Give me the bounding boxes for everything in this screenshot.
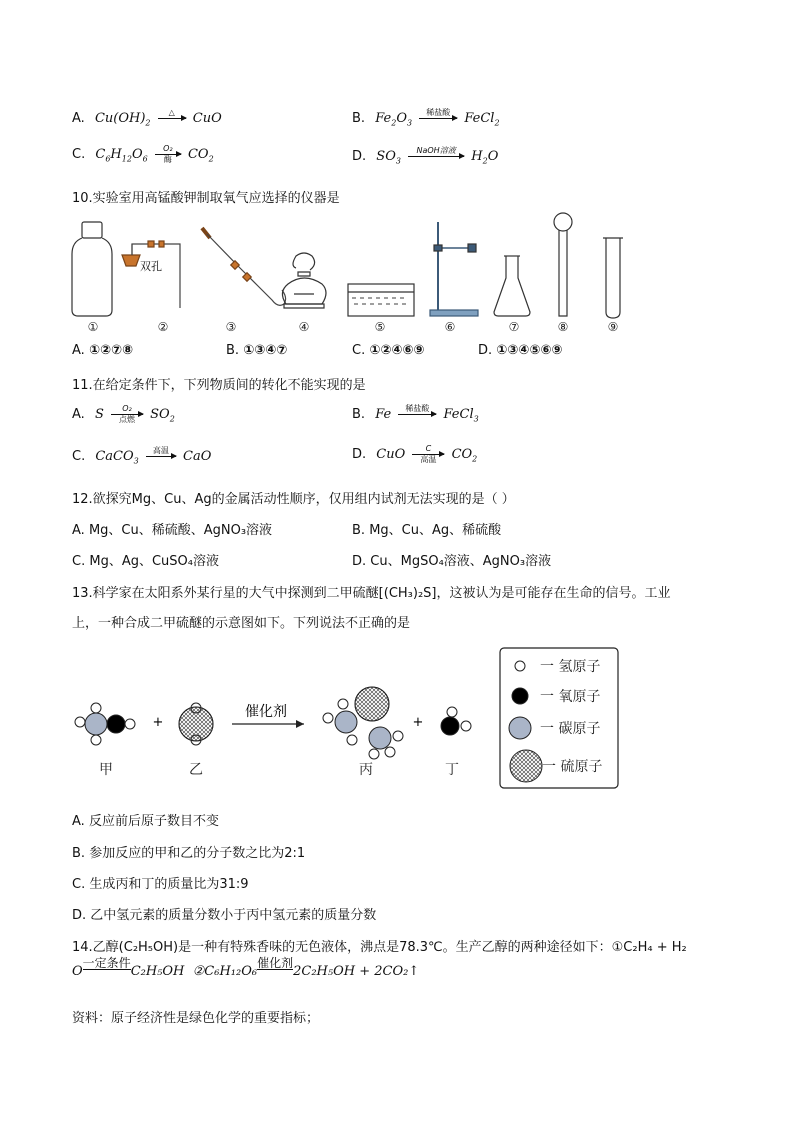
molecule-jia-icon: [75, 703, 135, 745]
q11-stem: 11.在给定条件下，下列物质间的转化不能实现的是: [72, 378, 366, 393]
q13-reaction-diagram: [60, 640, 630, 800]
molecule-label: 丙: [359, 762, 373, 778]
q9-option-a: A. $Cu(OH)_2$ △ CuO: [72, 108, 222, 128]
molecule-label: 乙: [189, 762, 203, 778]
stopper-label: 双孔: [140, 260, 162, 273]
plus-sign: +: [412, 715, 424, 730]
conical-flask-icon: [494, 256, 530, 316]
apparatus-number: ⑤: [374, 320, 386, 334]
q10-option-b: B. ①③④⑦: [226, 343, 288, 358]
q12-option-d: D. Cu、MgSO₄溶液、AgNO₃溶液: [352, 554, 552, 569]
legend-oxygen: 一 氧原子: [540, 689, 601, 705]
q11-option-a: A. S O₂ 点燃 $SO_2$: [72, 404, 175, 424]
apparatus-number: ⑧: [557, 320, 569, 334]
iron-stand-icon: [430, 222, 478, 316]
q13-option-d: D. 乙中氢元素的质量分数小于丙中氢元素的质量分数: [72, 908, 377, 923]
q11-option-d: D. CuO C 高温 $CO_2$: [352, 444, 478, 464]
q10-option-a: A. ①②⑦⑧: [72, 343, 133, 358]
water-trough-icon: [348, 284, 414, 316]
apparatus-number: ④: [298, 320, 310, 334]
q9-option-c: C. $C_6H_{12}O_6$ O₂ 酶 $CO_2$: [72, 144, 214, 164]
q12-option-a: A. Mg、Cu、稀硫酸、AgNO₃溶液: [72, 523, 273, 538]
molecule-label: 丁: [445, 762, 459, 778]
q13-stem-line1: 13.科学家在太阳系外某行星的大气中探测到二甲硫醚[(CH₃)₂S]，这被认为是可能存在生命的信号。工业: [72, 586, 671, 601]
apparatus-number: ⑦: [508, 320, 520, 334]
q13-stem-line2: 上，一种合成二甲硫醚的示意图如下。下列说法不正确的是: [72, 616, 411, 631]
legend-hydrogen: 一 氢原子: [540, 659, 601, 675]
two-hole-stopper-icon: [122, 241, 180, 308]
molecule-yi-icon: [179, 703, 213, 745]
apparatus-number: ②: [157, 320, 169, 334]
molecule-ding-icon: [441, 707, 471, 735]
q10-option-c: C. ①②④⑥⑨: [352, 343, 425, 358]
apparatus-number: ⑨: [607, 320, 619, 334]
delivery-tube-icon: [202, 228, 286, 305]
alcohol-lamp-icon: [282, 253, 326, 308]
molecule-label: 甲: [99, 762, 113, 778]
catalyst-label: 催化剂: [245, 704, 287, 720]
legend-box: [500, 648, 618, 788]
q12-option-b: B. Mg、Cu、Ag、稀硫酸: [352, 523, 502, 538]
q10-stem: 10.实验室用高锰酸钾制取氧气应选择的仪器是: [72, 191, 340, 206]
q9-option-d: D. $SO_3$ NaOH溶液 $H_2O$: [352, 146, 499, 166]
apparatus-number: ③: [225, 320, 237, 334]
legend-carbon: 一 碳原子: [540, 721, 601, 737]
q13-option-c: C. 生成丙和丁的质量比为31:9: [72, 877, 249, 892]
q12-stem: 12.欲探究Mg、Cu、Ag的金属活动性顺序，仅用组内试剂无法实现的是（ ）: [72, 492, 515, 507]
plus-sign: +: [152, 715, 164, 730]
apparatus-number: ①: [87, 320, 99, 334]
molecule-bing-icon: [323, 687, 403, 759]
q12-option-c: C. Mg、Ag、CuSO₄溶液: [72, 554, 219, 569]
q13-option-b: B. 参加反应的甲和乙的分子数之比为2:1: [72, 846, 306, 861]
q9-option-b: B. $Fe_2O_3$ 稀盐酸 FeCl$_2$: [352, 108, 500, 128]
apparatus-number: ⑥: [444, 320, 456, 334]
q14-line3: 资料：原子经济性是绿色化学的重要指标；: [72, 1011, 320, 1026]
q10-option-d: D. ①③④⑤⑥⑨: [478, 343, 563, 358]
thistle-funnel-icon: [554, 213, 572, 316]
q14-line2: O 一定条件 C₂H₅OH ②C₆H₁₂O₆ 催化剂 2C₂H₅OH + 2CO₂↑: [72, 956, 420, 979]
q11-option-c: C. CaCO$_3$ 高温 CaO: [72, 446, 212, 466]
gas-collecting-bottle-icon: [72, 222, 112, 316]
q11-option-b: B. Fe 稀盐酸 FeCl$_3$: [352, 404, 479, 424]
legend-sulfur: 一 硫原子: [542, 759, 603, 775]
q13-option-a: A. 反应前后原子数目不变: [72, 814, 219, 829]
q14-line1: 14.乙醇(C₂H₅OH)是一种有特殊香味的无色液体，沸点是78.3℃。生产乙醇的两种途径如下：①C₂H₄ + H₂: [72, 940, 687, 955]
q10-apparatus-figure: [60, 208, 640, 336]
test-tube-icon: [603, 238, 623, 318]
